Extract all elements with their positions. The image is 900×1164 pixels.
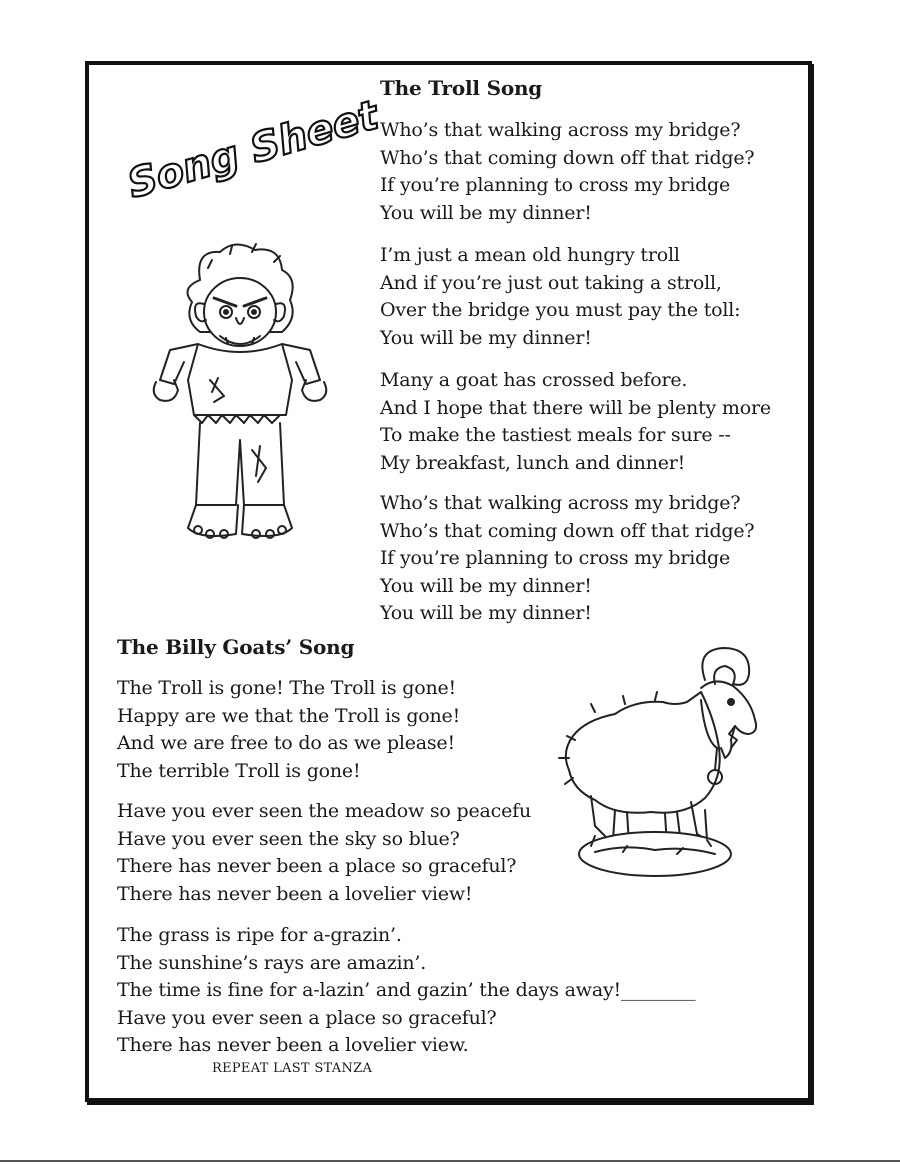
lyric-line: The time is fine for a-lazin’ and gazin’ the days away!________ <box>117 979 696 1001</box>
lyric-line: Many a goat has crossed before. <box>380 369 688 391</box>
lyric-line: You will be my dinner! <box>380 574 592 597</box>
lyric-line: Over the bridge you must pay the toll: <box>380 299 741 321</box>
lyric-line: Who’s that walking across my bridge? <box>380 492 741 514</box>
goats-stanza-2 <box>117 798 531 908</box>
lyric-line: To make the tastiest meals for sure -- <box>380 424 731 446</box>
goats-stanza-3 <box>117 922 695 1060</box>
goats-stanza-1 <box>117 675 460 785</box>
lyric-line: And I hope that there will be plenty more <box>380 396 771 419</box>
troll-stanza-4 <box>380 490 754 628</box>
lyric-line: You will be my dinner! <box>380 326 592 349</box>
lyric-line: The Troll is gone! The Troll is gone! <box>117 677 456 699</box>
goat-icon <box>555 640 765 885</box>
troll-stanza-1 <box>380 117 754 227</box>
lyric-line: You will be my dinner! <box>380 201 592 224</box>
troll-stanza-2 <box>380 242 740 352</box>
song-sheet-logo-icon <box>110 92 384 208</box>
lyric-line: My breakfast, lunch and dinner! <box>380 451 686 474</box>
lyric-line: And we are free to do as we please! <box>117 732 455 754</box>
lyric-line: There has never been a lovelier view. <box>117 1034 469 1056</box>
page-bottom-rule <box>0 1160 900 1162</box>
troll-stanza-3 <box>380 367 771 477</box>
troll-icon <box>140 240 340 550</box>
lyric-line: If you’re planning to cross my bridge <box>380 547 731 569</box>
lyric-line: Who’s that coming down off that ridge? <box>380 519 755 542</box>
lyric-line: Have you ever seen the meadow so peacefu <box>117 800 531 822</box>
lyric-line: Who’s that coming down off that ridge? <box>380 146 755 169</box>
lyric-line: The terrible Troll is gone! <box>117 759 361 782</box>
repeat-note: REPEAT LAST STANZA <box>212 1061 373 1076</box>
lyric-line: I’m just a mean old hungry troll <box>380 244 680 266</box>
troll-song-title: The Troll Song <box>380 76 543 100</box>
lyric-line: There has never been a lovelier view! <box>117 882 473 905</box>
lyric-line: There has never been a place so graceful? <box>117 855 517 877</box>
lyric-line: If you’re planning to cross my bridge <box>380 174 731 196</box>
lyric-line: Have you ever seen a place so graceful? <box>117 1006 497 1029</box>
lyric-line: You will be my dinner! <box>380 602 592 624</box>
lyric-line: The grass is ripe for a-grazin’. <box>117 924 402 946</box>
lyric-line: Have you ever seen the sky so blue? <box>117 827 460 850</box>
goats-song-title: The Billy Goats’ Song <box>117 635 355 659</box>
lyric-line: Who’s that walking across my bridge? <box>380 119 741 141</box>
lyric-line: Happy are we that the Troll is gone! <box>117 704 461 727</box>
logo-text: Song Sheet <box>122 92 384 208</box>
lyric-line: And if you’re just out taking a stroll, <box>380 271 722 294</box>
lyric-line: The sunshine’s rays are amazin’. <box>117 951 427 974</box>
